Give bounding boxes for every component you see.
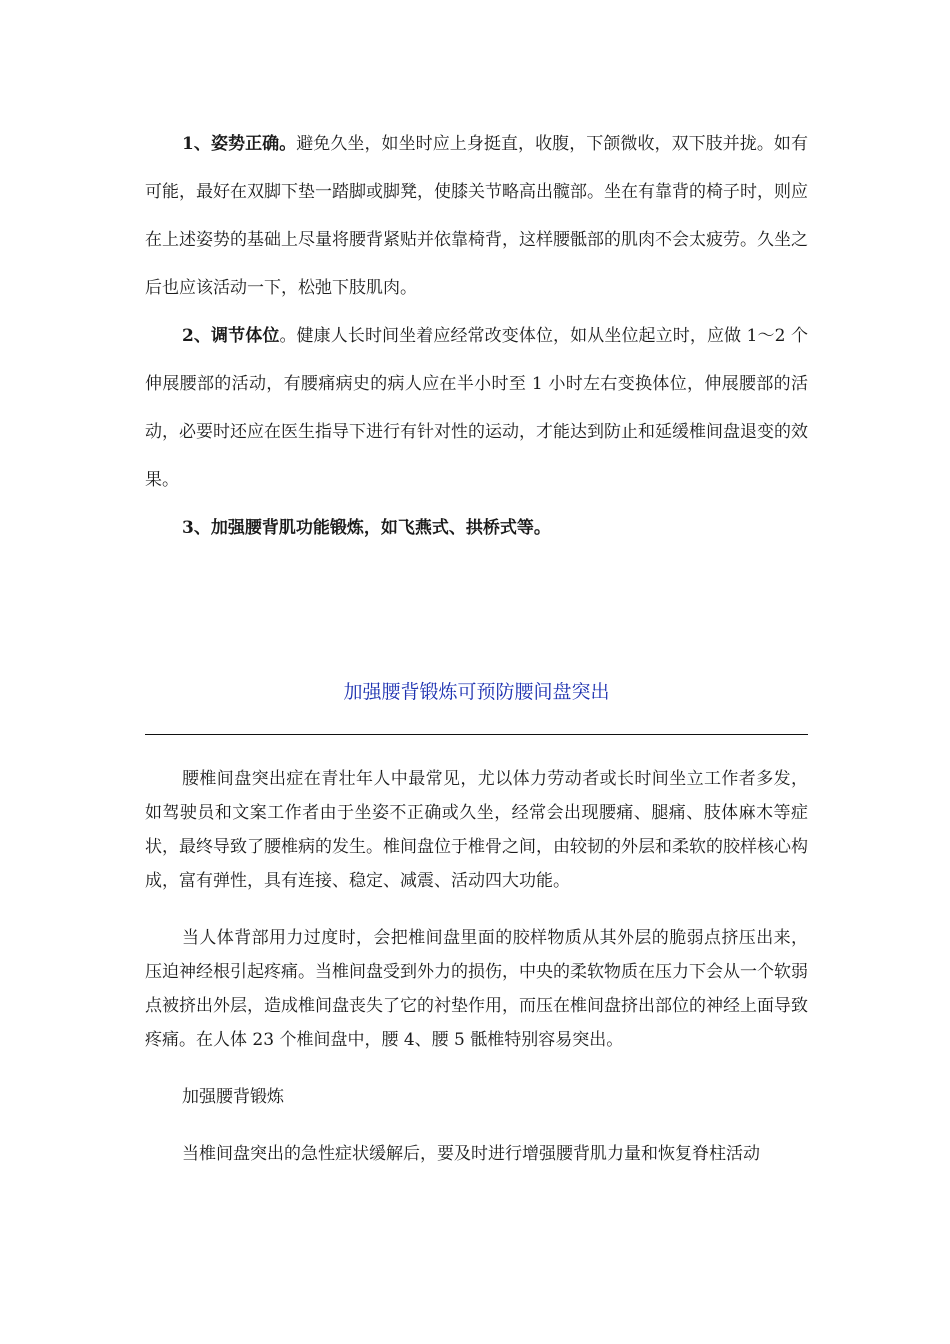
article-subheading: 加强腰背锻炼	[182, 1087, 284, 1107]
tip-heading-2: 2、调节体位	[182, 326, 280, 346]
posture-tips-section	[145, 120, 808, 552]
article-paragraph: 当椎间盘突出的急性症状缓解后，要及时进行增强腰背肌力量和恢复脊柱活动	[182, 1144, 760, 1164]
tip-paragraph-1	[145, 120, 808, 312]
title-divider	[145, 734, 808, 735]
article-paragraph: 腰椎间盘突出症在青壮年人中最常见，尤以体力劳动者或长时间坐立工作者多发，如驾驶员和文案工作者由于坐姿不正确或久坐，经常会出现腰痛、腿痛、肢体麻木等症状，最终导致了腰椎病的发生。椎间盘位于椎骨之间，由较韧的外层和柔软的胶样核心构成，富有弹性，具有连接、稳定、减震、活动四大功能。	[145, 769, 808, 891]
tip-text-2: 。健康人长时间坐着应经常改变体位，如从坐位起立时，应做 1～2 个伸展腰部的活动，有腰痛病史的病人应在半小时至 1 小时左右变换体位，伸展腰部的活动，必要时还应在医生指导下进行有针对性的运动，才能达到防止和延缓椎间盘退变的效果。	[145, 326, 808, 490]
tip-paragraph-3	[145, 504, 808, 552]
article-title: 加强腰背锻炼可预防腰间盘突出	[343, 681, 610, 703]
tip-paragraph-2	[145, 312, 808, 504]
tip-heading-1: 1、姿势正确。	[182, 134, 297, 154]
article-body	[145, 762, 808, 1171]
article-paragraph: 当人体背部用力过度时，会把椎间盘里面的胶样物质从其外层的脆弱点挤压出来，压迫神经根引起疼痛。当椎间盘受到外力的损伤，中央的柔软物质在压力下会从一个软弱点被挤出外层，造成椎间盘丧失了它的衬垫作用，而压在椎间盘挤出部位的神经上面导致疼痛。在人体 23 个椎间盘中，腰 4、腰 5 骶椎特别容易突出。	[145, 928, 808, 1050]
tip-heading-3: 3、加强腰背肌功能锻炼，如飞燕式、拱桥式等。	[182, 518, 551, 538]
tip-text-1: 避免久坐，如坐时应上身挺直，收腹，下颌微收，双下肢并拢。如有可能，最好在双脚下垫一踏脚或脚凳，使膝关节略高出髋部。坐在有靠背的椅子时，则应在上述姿势的基础上尽量将腰背紧贴并依靠椅背，这样腰骶部的肌肉不会太疲劳。久坐之后也应该活动一下，松弛下肢肌肉。	[145, 134, 808, 298]
